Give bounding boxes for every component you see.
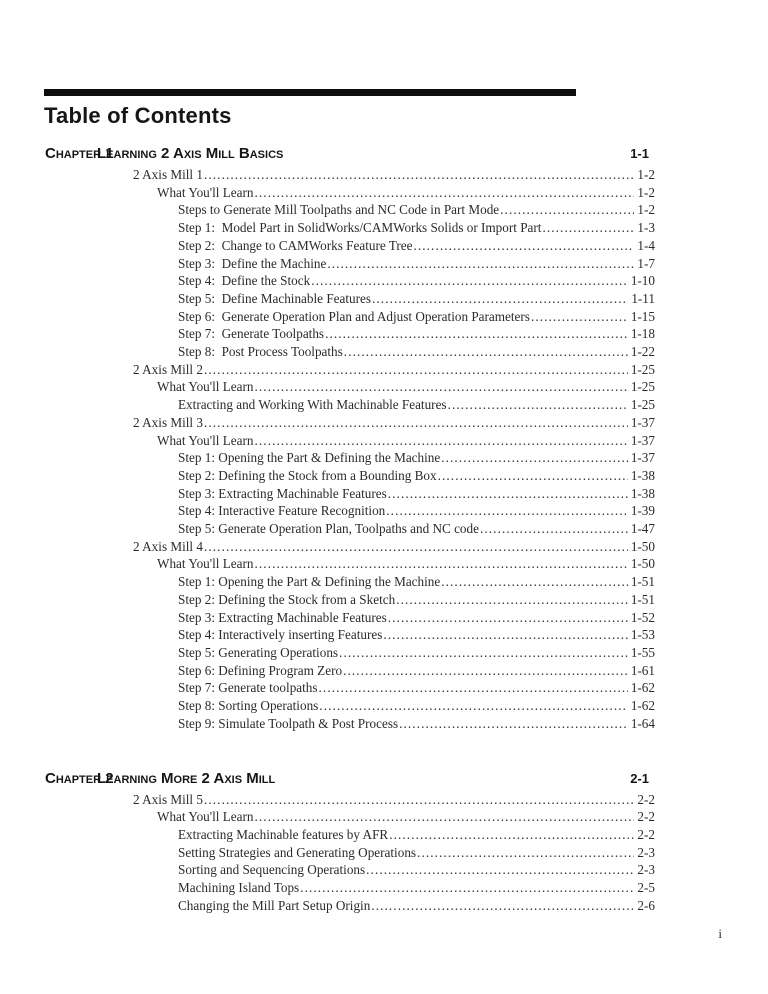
toc-entry-label: Step 4: Interactive Feature Recognition [178,503,386,519]
chapter-label: Chapter 2 [45,769,114,787]
title-rule [44,89,576,96]
toc-entry-label: Extracting Machinable features by AFR [178,826,389,842]
dot-leader [319,679,628,697]
toc-entry-page-number: 1-2 [637,184,655,200]
toc-entry [45,166,655,184]
toc-entry-label: Step 3: Extracting Machinable Features [178,609,387,625]
chapter-entries [45,166,655,733]
toc-entry [45,679,655,697]
dot-leader [343,662,628,680]
toc-entry-page-number: 1-11 [631,290,655,306]
toc-entry [45,485,655,503]
toc-entry-label: Step 2: Defining the Stock from a Bounding Box [178,467,437,483]
toc-entry-page-number: 1-50 [630,556,655,572]
toc-entry-label: Extracting and Working With Machinable Features [178,397,447,413]
dot-leader [500,201,634,219]
toc-entry-page-number: 1-52 [630,609,655,625]
toc-entry-page-number: 2-3 [637,862,655,878]
chapter-title: Learning More 2 Axis Mill [97,769,276,787]
dot-leader [386,502,628,520]
toc-entry-label: Setting Strategies and Generating Operations [178,844,417,860]
toc-entry [45,538,655,556]
toc-entry-label: 2 Axis Mill 2 [133,361,203,377]
dot-leader [448,396,628,414]
dot-leader [388,485,628,503]
dot-leader [417,844,634,862]
toc-entry-page-number: 1-64 [630,715,655,731]
chapter-page-number: 2-1 [630,770,649,786]
toc-entry-page-number: 1-25 [630,397,655,413]
toc-entry-label: 2 Axis Mill 1 [133,167,203,182]
toc-entry-page-number: 2-3 [637,844,655,860]
chapter-page-number: 1-1 [630,146,649,161]
toc-entry [45,502,655,520]
toc-entry [45,255,655,273]
toc-entry-page-number: 1-25 [630,361,655,377]
toc-entry [45,361,655,379]
toc-entry-label: Step 1: Opening the Part & Defining the Machine [178,574,441,590]
toc-entry-label: Step 3: Extracting Machinable Features [178,485,387,501]
toc-entry-page-number: 1-62 [630,680,655,696]
dot-leader [441,573,628,591]
dot-leader [255,184,635,202]
dot-leader [396,591,628,609]
dot-leader [441,449,628,467]
dot-leader [438,467,628,485]
toc-entry-page-number: 1-37 [630,432,655,448]
dot-leader [204,791,634,809]
dot-leader [339,644,628,662]
toc-entry-label: Changing the Mill Part Setup Origin [178,897,371,913]
toc-entry-page-number: 1-2 [637,202,655,218]
toc-entry-label: Step 4: Interactively inserting Features [178,627,383,643]
toc-entry [45,697,655,715]
toc-entry-label: What You'll Learn [157,809,254,825]
page-title: Table of Contents [44,103,232,128]
toc-entry-page-number: 1-7 [637,255,655,271]
dot-leader [325,325,628,343]
toc-entry-page-number: 1-55 [630,644,655,660]
toc-entry-page-number: 1-22 [630,344,655,360]
toc-entry-label: Step 5: Define Machinable Features [178,290,371,306]
toc-entry-page-number: 2-2 [637,809,655,825]
chapter-label: Chapter 1 [45,145,114,162]
toc-chapter [45,769,655,915]
toc-entry-label: Step 6: Defining Program Zero [178,662,343,678]
toc-entry-page-number: 1-4 [637,237,655,253]
toc-entry-page-number: 1-47 [630,521,655,537]
toc-entry-label: Machining Island Tops [178,880,300,896]
toc-entry [45,396,655,414]
dot-leader [311,272,628,290]
chapter-title: Learning 2 Axis Mill Basics [97,145,284,162]
toc-entry-label: What You'll Learn [157,379,254,395]
dot-leader [399,715,628,733]
toc-entry [45,325,655,343]
toc-entry-label: Step 6: Generate Operation Plan and Adjust Operation Parameters [178,308,530,324]
toc-entry [45,715,655,733]
toc-entry [45,662,655,680]
toc-header [44,89,576,129]
toc-entry-label: 2 Axis Mill 5 [133,791,203,807]
dot-leader [372,290,628,308]
toc-entry [45,414,655,432]
toc-entry [45,644,655,662]
toc-entry [45,290,655,308]
dot-leader [542,219,634,237]
toc-entry [45,184,655,202]
dot-leader [255,555,628,573]
dot-leader [413,237,634,255]
toc-entry-label: What You'll Learn [157,432,254,448]
toc-entry [45,591,655,609]
toc-entry [45,844,655,862]
toc-entry-label: Step 9: Simulate Toolpath & Post Process [178,715,399,731]
dot-leader [366,861,634,879]
toc-entry-label: Step 1: Model Part in SolidWorks/CAMWorks Solids or Import Part [178,220,542,236]
toc-entry-label: Step 7: Generate toolpaths [178,680,318,696]
toc-entry-label: 2 Axis Mill 3 [133,414,203,430]
dot-leader [300,879,634,897]
toc-entry [45,201,655,219]
dot-leader [389,826,634,844]
dot-leader [371,897,634,915]
toc-entry [45,343,655,361]
toc-entry [45,555,655,573]
table-of-contents [45,144,655,914]
dot-leader [344,343,628,361]
toc-entry-page-number: 2-6 [637,897,655,913]
toc-entry-page-number: 1-3 [637,220,655,236]
toc-entry-page-number: 1-61 [630,662,655,678]
dot-leader [204,414,628,432]
toc-entry-page-number: 1-51 [630,591,655,607]
toc-entry [45,791,655,809]
toc-entry-page-number: 1-50 [630,538,655,554]
toc-entry-page-number: 1-51 [630,574,655,590]
toc-entry-label: Steps to Generate Mill Toolpaths and NC Code in Part Mode [178,202,500,218]
toc-entry-label: Sorting and Sequencing Operations [178,862,366,878]
toc-entry [45,272,655,290]
toc-entry [45,520,655,538]
toc-entry-label: Step 5: Generate Operation Plan, Toolpaths and NC code [178,521,479,537]
dot-leader [204,361,628,379]
toc-entry-label: Step 8: Post Process Toolpaths [178,344,343,360]
dot-leader [327,255,634,273]
toc-entry-label: Step 5: Generating Operations [178,644,339,660]
toc-entry [45,378,655,396]
toc-entry-label: Step 4: Define the Stock [178,273,311,289]
toc-entry-page-number: 1-62 [630,698,655,714]
toc-entry [45,879,655,897]
toc-entry-page-number: 1-2 [637,167,655,182]
toc-entry-page-number: 1-37 [630,450,655,466]
dot-leader [204,538,628,556]
footer-page-number: i [718,926,722,941]
toc-entry [45,308,655,326]
dot-leader [319,697,628,715]
chapter-heading-row [45,769,655,788]
toc-entry [45,219,655,237]
toc-entry-page-number: 2-2 [637,826,655,842]
toc-entry-page-number: 1-37 [630,414,655,430]
toc-entry-label: 2 Axis Mill 4 [133,538,203,554]
toc-entry-page-number: 1-10 [630,273,655,289]
dot-leader [480,520,628,538]
chapter-entries [45,791,655,915]
toc-entry-page-number: 1-38 [630,485,655,501]
toc-entry [45,897,655,915]
toc-entry-page-number: 1-53 [630,627,655,643]
toc-entry [45,626,655,644]
toc-entry [45,861,655,879]
toc-entry-page-number: 1-25 [630,379,655,395]
dot-leader [383,626,627,644]
toc-entry-page-number: 2-5 [637,880,655,896]
chapter-heading-row [45,144,655,163]
toc-entry-label: Step 8: Sorting Operations [178,698,319,714]
toc-entry-label: Step 2: Change to CAMWorks Feature Tree [178,237,413,253]
toc-entry [45,432,655,450]
toc-entry-page-number: 2-2 [637,791,655,807]
toc-entry [45,609,655,627]
toc-entry [45,573,655,591]
toc-entry [45,449,655,467]
dot-leader [388,609,628,627]
toc-entry [45,467,655,485]
toc-entry-page-number: 1-38 [630,467,655,483]
toc-entry [45,826,655,844]
toc-entry-page-number: 1-18 [630,326,655,342]
toc-entry [45,808,655,826]
dot-leader [255,432,628,450]
dot-leader [531,308,628,326]
toc-entry [45,237,655,255]
dot-leader [255,808,635,826]
toc-entry-page-number: 1-39 [630,503,655,519]
toc-entry-label: Step 7: Generate Toolpaths [178,326,325,342]
toc-entry-label: Step 1: Opening the Part & Defining the Machine [178,450,441,466]
dot-leader [204,166,634,184]
toc-entry-page-number: 1-15 [630,308,655,324]
toc-entry-label: Step 2: Defining the Stock from a Sketch [178,591,396,607]
toc-chapter [45,144,655,733]
dot-leader [255,378,628,396]
toc-entry-label: What You'll Learn [157,556,254,572]
toc-entry-label: What You'll Learn [157,184,254,200]
toc-entry-label: Step 3: Define the Machine [178,255,327,271]
